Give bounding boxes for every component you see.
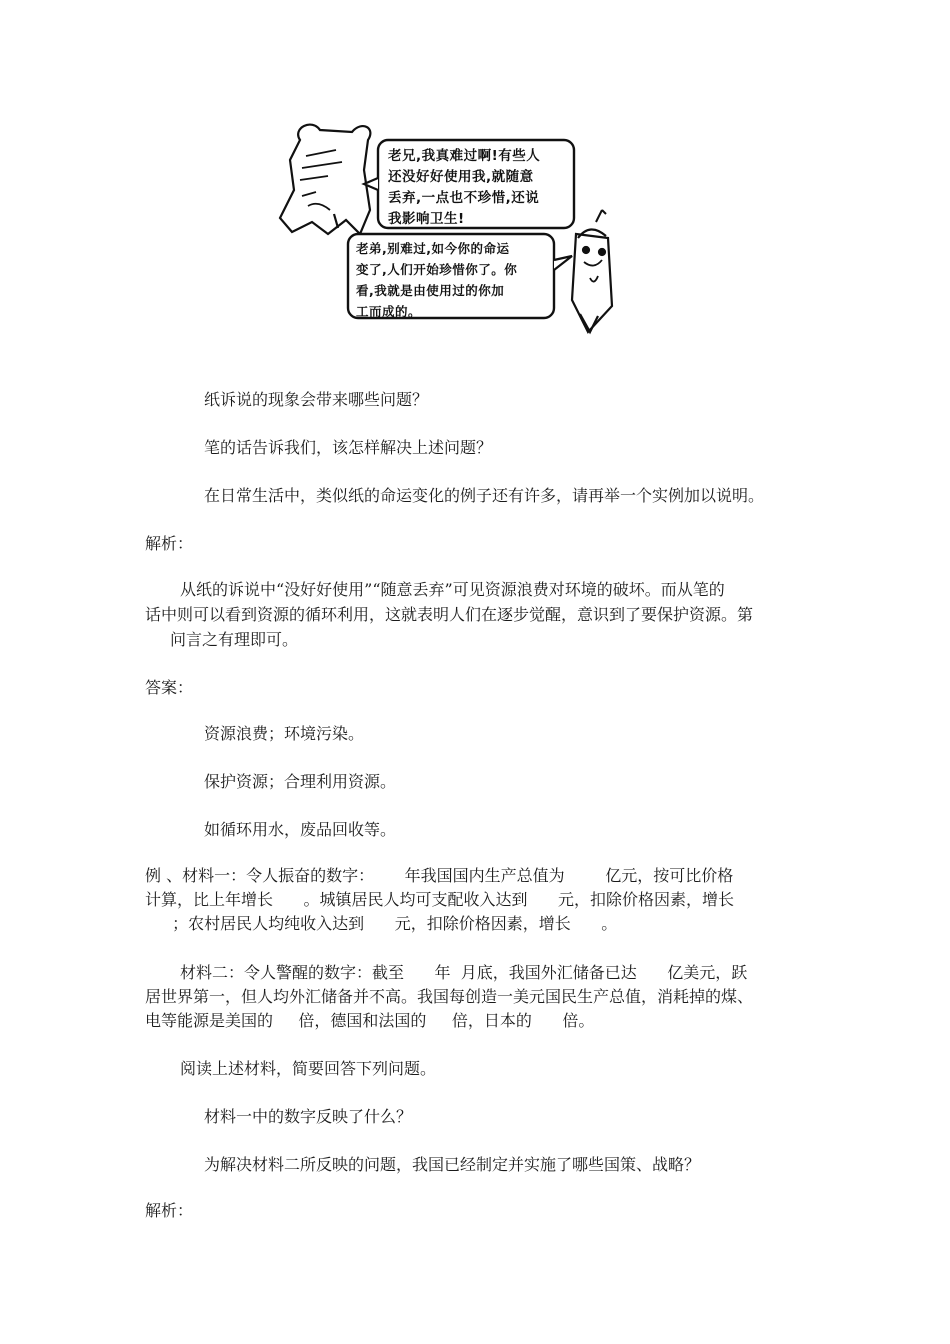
pen-character [572, 210, 612, 332]
pen-speech-line: 老弟,别难过,如今你的命运 [356, 241, 510, 256]
material-one-line: 计算，比上年增长 。城镇居民人均可支配收入达到 元，扣除价格因素，增长 [145, 890, 735, 909]
material-one-line: ；农村居民人均纯收入达到 元，扣除价格因素，增长 。 [162, 914, 618, 933]
pen-speech-text [356, 238, 517, 322]
question-line: 纸诉说的现象会带来哪些问题？ [204, 390, 429, 409]
paper-speech-text [388, 146, 540, 230]
answer-line: 资源浪费；环境污染。 [204, 724, 365, 743]
read-prompt: 阅读上述材料，简要回答下列问题。 [180, 1059, 437, 1078]
answer-line: 如循环用水，废品回收等。 [204, 820, 397, 839]
paper-speech-line: 老兄,我真难过啊!有些人 [388, 148, 541, 164]
question-line: 为解决材料二所反映的问题，我国已经制定并实施了哪些国策、战略？ [204, 1155, 701, 1174]
question-line: 笔的话告诉我们，该怎样解决上述问题？ [204, 438, 493, 457]
analysis-line: 话中则可以看到资源的循环利用，这就表明人们在逐步觉醒，意识到了要保护资源。第 [145, 605, 754, 624]
analysis-line: 从纸的诉说中“没好好使用”“随意丢弃”可见资源浪费对环境的破坏。而从笔的 [180, 580, 725, 599]
cartoon-illustration [272, 110, 632, 342]
analysis-label: 解析： [145, 1201, 194, 1220]
analysis-label: 解析： [145, 534, 194, 553]
material-two-line: 居世界第一，但人均外汇储备并不高。我国每创造一美元国民生产总值，消耗掉的煤、 [145, 987, 754, 1006]
material-one-line: 例 、材料一：令人振奋的数字： 年我国国内生产总值为 亿元，按可比价格 [145, 866, 734, 885]
pen-speech-line: 看,我就是由使用过的你加 [356, 283, 505, 298]
answer-label: 答案： [145, 678, 194, 697]
answer-line: 保护资源；合理利用资源。 [204, 772, 397, 791]
material-two-line: 电等能源是美国的 倍，德国和法国的 倍，日本的 倍。 [145, 1011, 595, 1030]
paper-character [280, 125, 370, 234]
paper-speech-line: 丢弃,一点也不珍惜,还说 [388, 190, 540, 206]
paper-speech-line: 还没好好使用我,就随意 [388, 169, 534, 185]
pen-speech-line: 变了,人们开始珍惜你了。你 [356, 262, 518, 277]
question-line: 材料一中的数字反映了什么？ [204, 1107, 413, 1126]
pen-speech-line: 工而成的。 [356, 304, 422, 319]
paper-speech-line: 我影响卫生! [388, 211, 465, 227]
question-line: 在日常生活中，类似纸的命运变化的例子还有许多，请再举一个实例加以说明。 [204, 486, 765, 505]
material-two-line: 材料二：令人警醒的数字：截至 年 月底，我国外汇储备已达 亿美元，跃 [180, 963, 748, 982]
analysis-line: 问言之有理即可。 [170, 630, 299, 649]
